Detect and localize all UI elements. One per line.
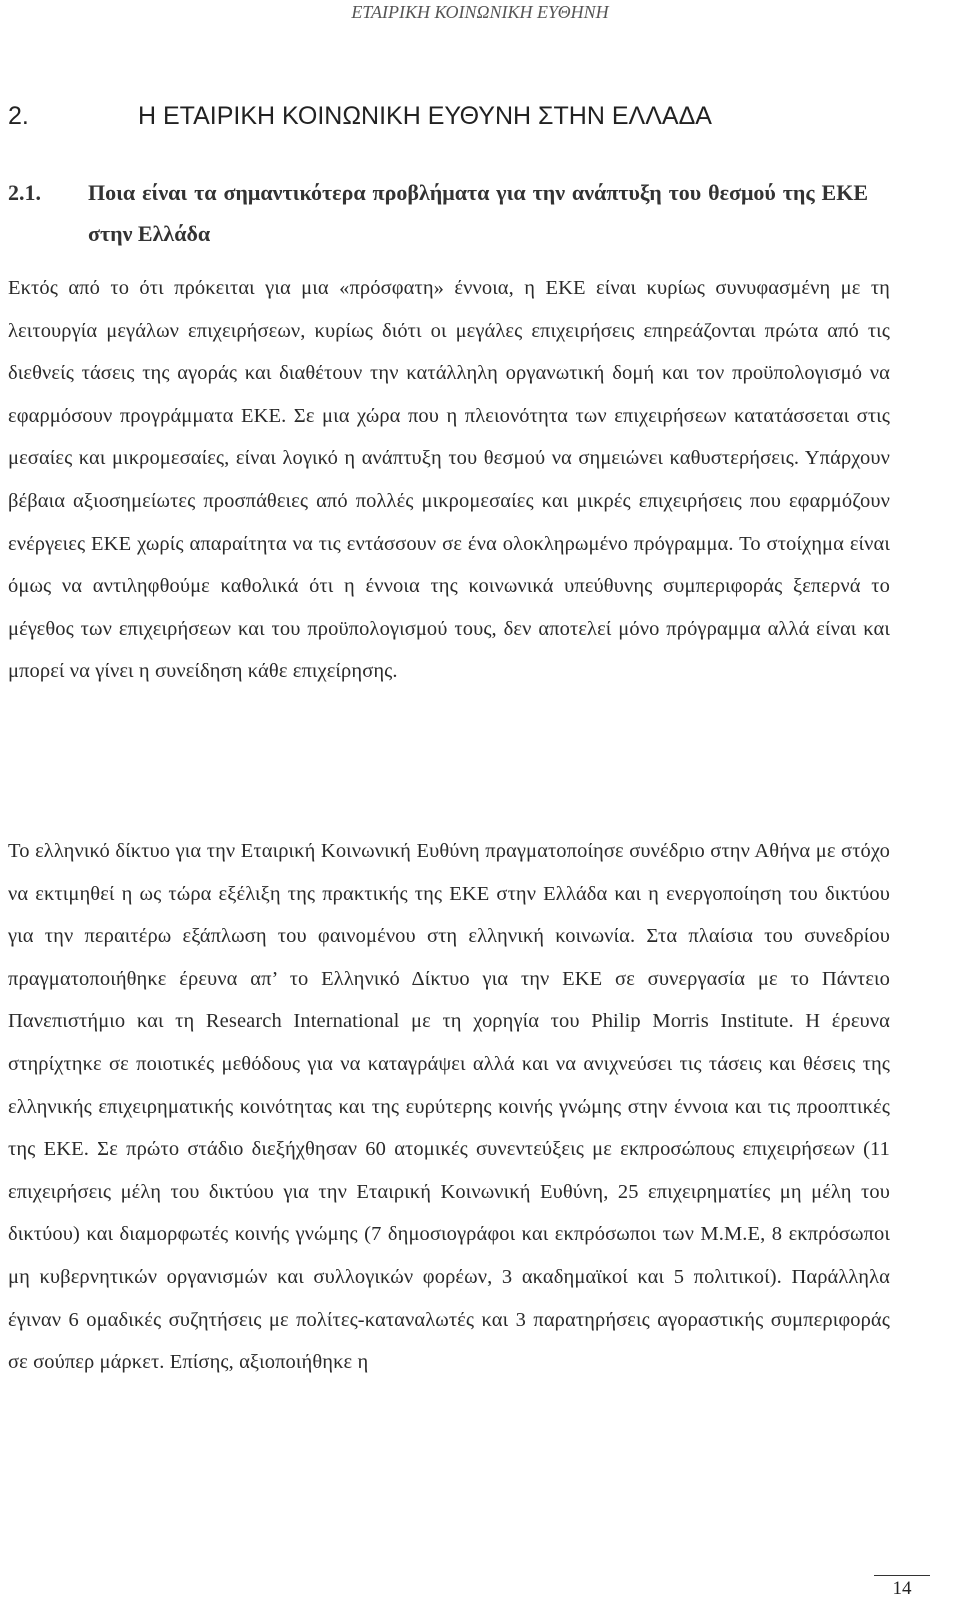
chapter-title: Η ΕΤΑΙΡΙΚΗ ΚΟΙΝΩΝΙΚΗ ΕΥΘΥΝΗ ΣΤΗΝ ΕΛΛΑΔΑ	[138, 102, 712, 130]
section-title: Ποια είναι τα σημαντικότερα προβλήματα για την ανάπτυξη του θεσμού της ΕΚΕ στην Ελλάδα	[88, 180, 868, 246]
page-number: 14	[874, 1575, 930, 1600]
section-number: 2.1.	[8, 180, 41, 205]
chapter-heading	[8, 100, 952, 132]
running-header: ΕΤΑΙΡΙΚΗ ΚΟΙΝΩΝΙΚΗ ΕΥΘΗΝΗ	[351, 2, 609, 22]
chapter-number: 2.	[8, 102, 29, 130]
paragraph: Το ελληνικό δίκτυο για την Εταιρική Κοινωνική Ευθύνη πραγματοποίησε συνέδριο στην Αθήνα με στόχο να εκτιμηθεί η ως τώρα εξέλιξη της πρακτικής της ΕΚΕ στην Ελλάδα και η ενεργοποίηση του δικτύου για την περαιτέρω εξάπλωση του φαινομένου στη ελληνική κοινωνία. Στα πλαίσια του συνεδρίου πραγματοποιήθηκε έρευνα απ’ το Ελληνικό Δίκτυο για την ΕΚΕ σε συνεργασία με το Πάντειο Πανεπιστήμιο και τη Research International με τη χορηγία του Philip Morris Institute. Η έρευνα στηρίχτηκε σε ποιοτικές μεθόδους για να καταγράψει αλλά και να ανιχνεύσει τις τάσεις και θέσεις της ελληνικής επιχειρηματικής κοινότητας και της ευρύτερης κοινής γνώμης στην έννοια και τις προοπτικές της ΕΚΕ. Σε πρώτο στάδιο διεξήχθησαν 60 ατομικές συνεντεύξεις με εκπροσώπους επιχειρήσεων (11 επιχειρήσεις μέλη του δικτύου για την Εταιρική Κοινωνική Ευθύνη, 25 επιχειρηματίες μη μέλη του δικτύου) και διαμορφωτές κοινής γνώμης (7 δημοσιογράφοι και εκπρόσωποι των Μ.Μ.Ε, 8 εκπρόσωποι μη κυβερνητικών οργανισμών και συλλογικών φορέων, 3 ακαδημαϊκοί και 5 πολιτικοί). Παράλληλα έγιναν 6 ομαδικές συζητήσεις με πολίτες-καταναλωτές και 3 παρατηρήσεις αγοραστικής συμπεριφοράς σε σούπερ μάρκετ. Επίσης, αξιοποιήθηκε η	[8, 840, 890, 1374]
paragraph: Εκτός από το ότι πρόκειται για μια «πρόσφατη» έννοια, η ΕΚΕ είναι κυρίως συνυφασμένη με τη λειτουργία μεγάλων επιχειρήσεων, κυρίως διότι οι μεγάλες επιχειρήσεις επηρεάζονται πρώτα από τις διεθνείς τάσεις της αγοράς και διαθέτουν την κατάλληλη οργανωτική δομή και τον προϋπολογισμό να εφαρμόσουν προγράμματα ΕΚΕ. Σε μια χώρα που η πλειονότητα των επιχειρήσεων κατατάσσεται στις μεσαίες και μικρομεσαίες, είναι λογικό η ανάπτυξη του θεσμού να σημειώνει καθυστερήσεις. Υπάρχουν βέβαια αξιοσημείωτες προσπάθειες από πολλές μικρομεσαίες και μικρές επιχειρήσεις που εφαρμόζουν ενέργειες ΕΚΕ χωρίς απαραίτητα να τις εντάσσουν σε ένα ολοκληρωμένο πρόγραμμα. Το στοίχημα είναι όμως να αντιληφθούμε καθολικά ότι η έννοια της κοινωνικά υπεύθυνης συμπεριφοράς ξεπερνά το μέγεθος των επιχειρήσεων και του προϋπολογισμού τους, δεν αποτελεί μόνο πρόγραμμα αλλά είναι και μπορεί να γίνει η συνείδηση κάθε επιχείρησης.	[8, 277, 890, 683]
section-heading	[8, 172, 868, 254]
